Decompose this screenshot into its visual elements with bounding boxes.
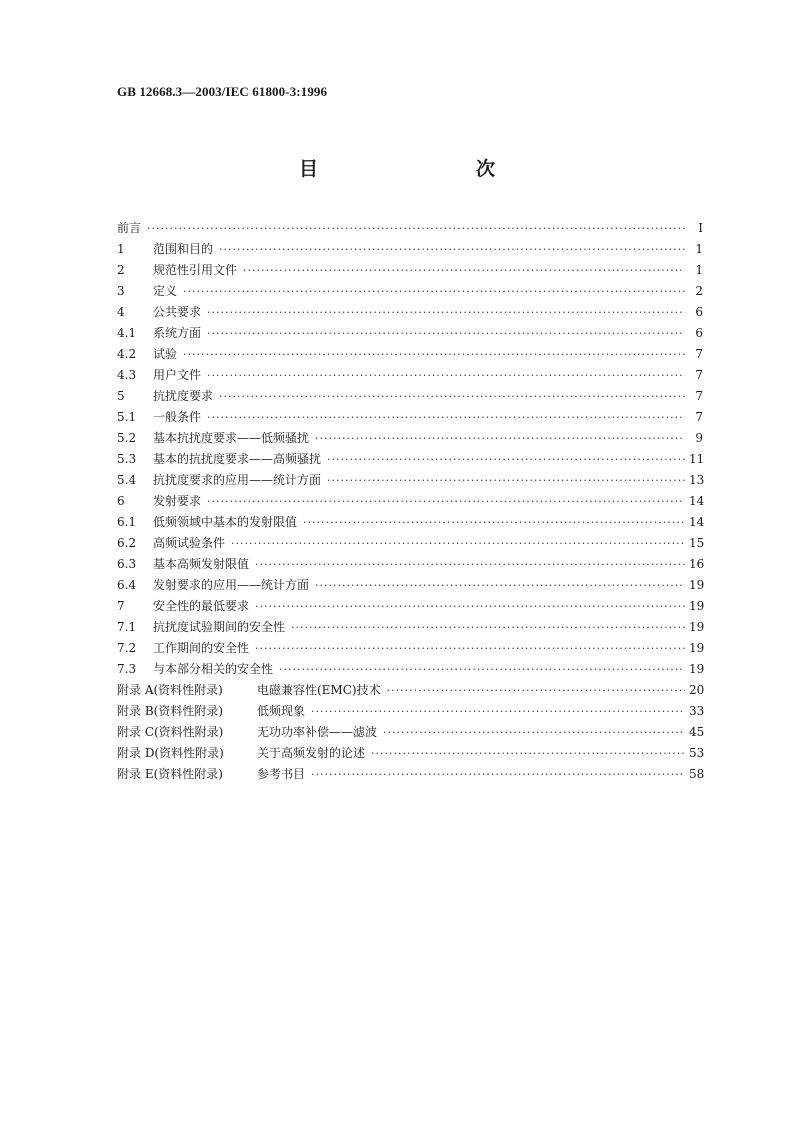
toc-entry[interactable] [117,218,703,239]
toc-entry-page: 19 [689,641,705,655]
toc-entry-page: I [698,221,703,235]
toc-entry[interactable] [117,449,703,470]
dot-leader [311,701,685,722]
dot-leader [207,365,685,386]
toc-entry[interactable] [117,617,703,638]
toc-entry[interactable] [117,743,703,764]
toc-entry-label: 公共要求 [153,305,202,319]
dot-leader [255,554,685,575]
toc-entry-page: 13 [689,473,705,487]
toc-entry-page: 19 [689,662,705,676]
toc-entry-page: 11 [689,452,705,466]
toc-entry-page: 6 [695,326,703,340]
toc-entry-page: 20 [689,683,705,697]
toc-entry[interactable] [117,428,703,449]
toc-entry[interactable] [117,659,703,680]
toc-entry[interactable] [117,764,703,785]
toc-entry[interactable] [117,491,703,512]
dot-leader [207,323,685,344]
toc-entry-page: 19 [689,599,705,613]
dot-leader [291,617,685,638]
dot-leader [219,239,685,260]
toc-entry-page: 15 [689,536,705,550]
toc-entry-page: 33 [689,704,705,718]
toc-entry-number: 5 [117,389,125,403]
toc-entry-page: 7 [695,347,703,361]
toc-entry[interactable] [117,344,703,365]
toc-entry-label: 发射要求的应用——统计方面 [153,578,310,592]
dot-leader [231,533,685,554]
toc-entry-label: 前言 [117,221,142,235]
toc-entry[interactable] [117,407,703,428]
toc-entry-page: 7 [695,410,703,424]
toc-entry-number: 4.3 [117,368,137,382]
toc-entry-number: 4.1 [117,326,137,340]
toc-entry-page: 6 [695,305,703,319]
toc-entry-number: 6.3 [117,557,137,571]
toc-entry-page: 7 [695,389,703,403]
toc-entry-page: 2 [695,284,703,298]
toc-entry[interactable] [117,680,703,701]
toc-entry-number: 6.4 [117,578,137,592]
dot-leader [383,722,685,743]
toc-entry-number: 5.1 [117,410,137,424]
dot-leader [303,512,685,533]
dot-leader [255,638,685,659]
toc-entry[interactable] [117,281,703,302]
toc-entry-page: 1 [695,242,703,256]
table-of-contents [117,218,703,785]
toc-entry-label: 基本高频发射限值 [153,557,250,571]
toc-entry[interactable] [117,554,703,575]
dot-leader [387,680,685,701]
toc-entry-page: 14 [689,494,705,508]
dot-leader [207,302,685,323]
dot-leader [327,449,685,470]
toc-entry-page: 14 [689,515,705,529]
toc-entry[interactable] [117,596,703,617]
dot-leader [255,596,685,617]
toc-entry-number: 1 [117,242,125,256]
toc-entry[interactable] [117,638,703,659]
dot-leader [207,491,685,512]
toc-entry-number: 7 [117,599,125,613]
toc-entry[interactable] [117,302,703,323]
toc-entry[interactable] [117,260,703,281]
toc-entry-page: 9 [695,431,703,445]
toc-entry-label: 电磁兼容性(EMC)技术 [257,683,381,697]
toc-entry-number: 7.3 [117,662,137,676]
toc-entry-number: 4 [117,305,125,319]
toc-entry[interactable] [117,701,703,722]
toc-entry-label: 基本抗扰度要求——低频骚扰 [153,431,310,445]
toc-entry[interactable] [117,239,703,260]
toc-entry-page: 58 [689,767,705,781]
toc-entry-label: 抗扰度要求的应用——统计方面 [153,473,322,487]
dot-leader [311,764,685,785]
toc-entry-label: 发射要求 [153,494,202,508]
toc-entry-page: 7 [695,368,703,382]
dot-leader [279,659,685,680]
toc-entry-number: 附录 D(资料性附录) [117,746,224,760]
dot-leader [147,218,685,239]
toc-entry-label: 低频现象 [257,704,306,718]
toc-entry-label: 抗扰度要求 [153,389,214,403]
dot-leader [315,428,685,449]
toc-entry-page: 16 [689,557,705,571]
toc-entry[interactable] [117,365,703,386]
toc-entry-number: 附录 A(资料性附录) [117,683,223,697]
toc-entry-number: 5.2 [117,431,137,445]
toc-entry-label: 工作期间的安全性 [153,641,250,655]
dot-leader [207,407,685,428]
toc-title: 目 次 [298,158,535,180]
toc-entry-page: 1 [695,263,703,277]
toc-entry-number: 6 [117,494,125,508]
toc-entry-number: 7.2 [117,641,137,655]
toc-entry-label: 低频领域中基本的发射限值 [153,515,298,529]
toc-entry-page: 19 [689,620,705,634]
toc-entry-label: 定义 [153,284,178,298]
dot-leader [183,344,685,365]
toc-entry-number: 7.1 [117,620,137,634]
toc-entry[interactable] [117,575,703,596]
toc-entry-number: 附录 E(资料性附录) [117,767,223,781]
toc-entry[interactable] [117,722,703,743]
toc-entry-label: 试验 [153,347,178,361]
toc-entry-number: 6.1 [117,515,137,529]
toc-entry-page: 53 [689,746,705,760]
toc-entry-number: 3 [117,284,125,298]
toc-entry-label: 高频试验条件 [153,536,226,550]
toc-entry-label: 与本部分相关的安全性 [153,662,274,676]
toc-entry-label: 参考书目 [257,767,306,781]
toc-entry-label: 系统方面 [153,326,202,340]
toc-entry-number: 附录 B(资料性附录) [117,704,223,718]
toc-entry-label: 关于高频发射的论述 [257,746,366,760]
dot-leader [371,743,685,764]
toc-entry-label: 规范性引用文件 [153,263,238,277]
toc-entry-number: 5.4 [117,473,137,487]
toc-entry[interactable] [117,323,703,344]
toc-entry-label: 无功功率补偿——滤波 [257,725,378,739]
toc-entry-page: 19 [689,578,705,592]
dot-leader [219,386,685,407]
toc-entry-number: 6.2 [117,536,137,550]
toc-entry-label: 用户文件 [153,368,202,382]
toc-entry[interactable] [117,386,703,407]
toc-entry-label: 一般条件 [153,410,202,424]
toc-entry-number: 4.2 [117,347,137,361]
toc-entry-label: 范围和目的 [153,242,214,256]
dot-leader [315,575,685,596]
toc-entry-label: 抗扰度试验期间的安全性 [153,620,286,634]
dot-leader [243,260,685,281]
toc-entry[interactable] [117,470,703,491]
toc-entry[interactable] [117,533,703,554]
dot-leader [327,470,685,491]
toc-entry-number: 附录 C(资料性附录) [117,725,224,739]
standard-number: GB 12668.3—2003/IEC 61800-3:1996 [117,84,328,99]
toc-entry-page: 45 [689,725,705,739]
toc-entry-number: 5.3 [117,452,137,466]
toc-entry-label: 基本的抗扰度要求——高频骚扰 [153,452,322,466]
toc-entry[interactable] [117,512,703,533]
dot-leader [183,281,685,302]
toc-entry-number: 2 [117,263,125,277]
toc-entry-label: 安全性的最低要求 [153,599,250,613]
